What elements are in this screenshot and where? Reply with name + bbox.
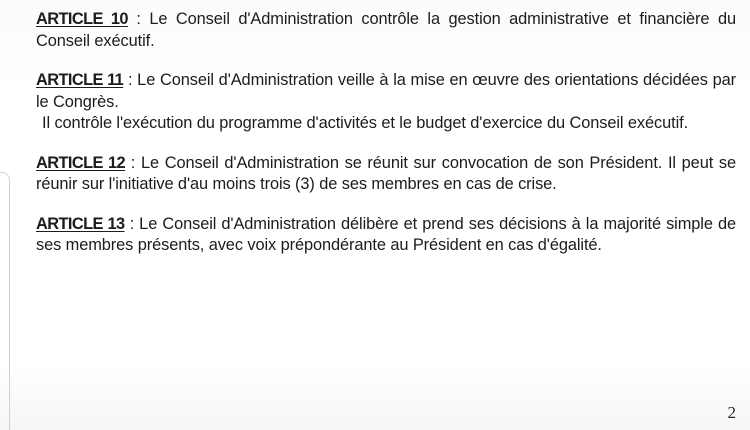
page-edge-line [0,172,10,430]
page-number: 2 [727,403,736,422]
article-12-paragraph-1 [36,153,736,196]
article-10 [36,9,736,52]
document-body [36,9,736,275]
article-10-text: : Le Conseil d'Administration contrôle la gestion administrative et financière du Conseil exécutif. [36,10,736,50]
article-11 [36,70,736,135]
article-10-paragraph-1 [36,9,736,52]
article-11-paragraph-1 [36,70,736,113]
article-13-text: : Le Conseil d'Administration délibère et prend ses décisions à la majorité simple de ses membres présents, avec voix prépondérante au Président en cas d'égalité. [36,214,736,254]
article-10-label: ARTICLE 10 [36,10,128,28]
article-13-paragraph-1 [36,214,736,257]
article-11-label: ARTICLE 11 [36,71,124,89]
article-12 [36,153,736,196]
article-13 [36,214,736,257]
article-13-label: ARTICLE 13 [36,214,125,233]
article-11-paragraph-2: Il contrôle l'exécution du programme d'activités et le budget d'exercice du Conseil exécutif. [42,114,689,132]
article-11-text: : Le Conseil d'Administration veille à la mise en œuvre des orientations décidées par le Congrès. [36,71,736,111]
article-12-text: : Le Conseil d'Administration se réunit sur convocation de son Président. Il peut se réunir sur l'initiative d'au moins trois (3) de ses membres en cas de crise. [36,153,736,193]
article-12-label: ARTICLE 12 [36,153,126,172]
